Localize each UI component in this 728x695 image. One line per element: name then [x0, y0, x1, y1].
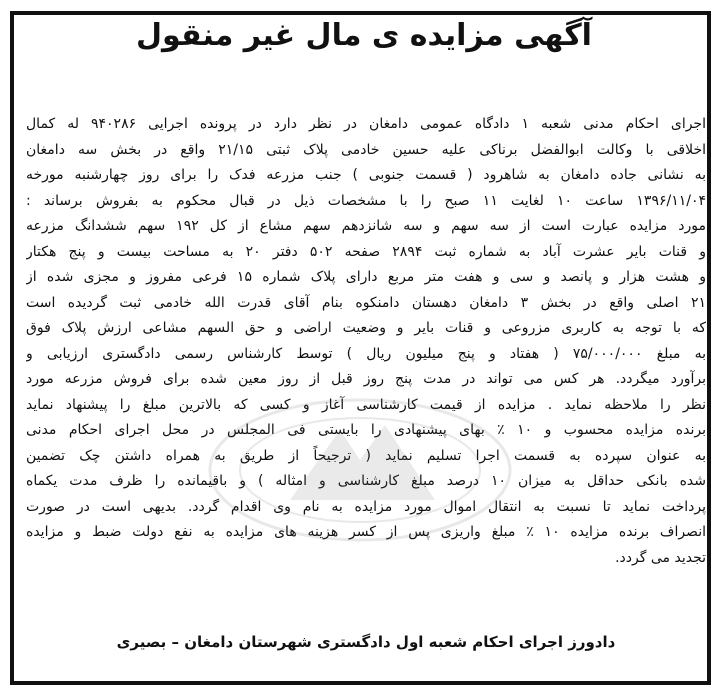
- notice-body-line: برآورد میگردد. هر کس می تواند در مدت پنج روز قبل از روز معین شده برای فروش مزرعه مورد: [26, 371, 706, 387]
- notice-body-line: اجرای احکام مدنی شعبه ۱ دادگاه عمومی دامغان در نظر دارد در پرونده اجرایی ۹۴۰۲۸۶ له کمال: [26, 116, 706, 132]
- notice-body-line: به مبلغ ۷۵/۰۰۰/۰۰۰ ( هفتاد و پنج میلیون ریال ) توسط کارشناس رسمی دادگستری ارزیابی و: [26, 345, 706, 362]
- notice-body-line: برنده مزایده محسوب و ۱۰ ٪ بهای پیشنهادی را بایستی فی المجلس در محل اجرای احکام مدنی: [26, 422, 706, 438]
- notice-body-line: و هشت هزار و پانصد و سی و هفت متر مربع دارای پلاک شماره ۱۵ فرعی مفروز و مجزی شده از: [26, 269, 706, 285]
- notice-body-line: و قنات بایر عشرت آباد به شماره ثبت ۲۸۹۴ صفحه ۵۰۲ دفتر ۲۰ به مساحت بیست و پنج هکتار: [26, 243, 706, 260]
- notice-body: [26, 112, 706, 571]
- notice-body-line: اخلاقی با وکالت ابوالفضل برناکی علیه حسین خادمی پلاک ثبتی ۲۱/۱۵ واقع در بخش سه دامغان: [26, 141, 706, 158]
- notice-body-line: ۱۳۹۶/۱۱/۰۴ ساعت ۱۰ لغایت ۱۱ صبح را با مشخصات ذیل در قبال محکوم به بفروش برساند :: [26, 192, 706, 209]
- notice-body-line: به عنوان سپرده به قسمت اجرا تسلیم نماید ( ترجیحاً از طریق به همراه داشتن چک تضمین: [26, 447, 706, 464]
- notice-body-line: ۲۱ اصلی واقع در بخش ۳ دامغان دهستان دامنکوه بنام آقای قدرت الله خادمی ثبت گردیده است: [26, 294, 706, 311]
- notice-body-line: شده بانکی حداقل به میزان ۱۰ درصد مبلغ کارشناسی و امثاله ) و باقیمانده را ظرف مدت یکماه: [26, 473, 706, 489]
- notice-body-line: به نشانی جاده دامغان به شاهرود ( قسمت جنوبی ) جنب مزرعه فدک را برای روز چهارشنبه مورخه: [26, 167, 706, 183]
- notice-body-line: انصراف برنده مزایده ۱۰ ٪ مبلغ واریزی پس از کسر هزینه های مزایده به نفع دولت ضبط و مزایده: [26, 524, 706, 540]
- notice-title: آگهی مزایده ی مال غیر منقول: [136, 18, 592, 53]
- notice-signature: دادورز اجرای احکام شعبه اول دادگستری شهرستان دامغان – بصیری: [116, 633, 616, 651]
- notice-body-line: مورد مزایده عبارت است از سه سهم و سه شانزدهم سهم مشاع از کل ۱۹۲ سهم ششدانگ مزرعه: [26, 218, 706, 234]
- notice-body-line: تجدید می گردد.: [615, 549, 706, 566]
- notice-body-line: نظر را ملاحظه نماید . مزایده از قیمت کارشناسی آغاز و کسی که بالاترین مبلغ را پیشنهاد نماید: [26, 396, 706, 413]
- notice-body-line: پرداخت نماید تا نسبت به انتقال اموال مورد مزایده به نام وی اقدام گردد. بدیهی است در صورت: [26, 498, 706, 515]
- notice-body-line: که با توجه به کاربری مزروعی و قنات بایر و وضعیت اراضی و حق السهم مشاعی ارزش پلاک فوق: [26, 320, 706, 336]
